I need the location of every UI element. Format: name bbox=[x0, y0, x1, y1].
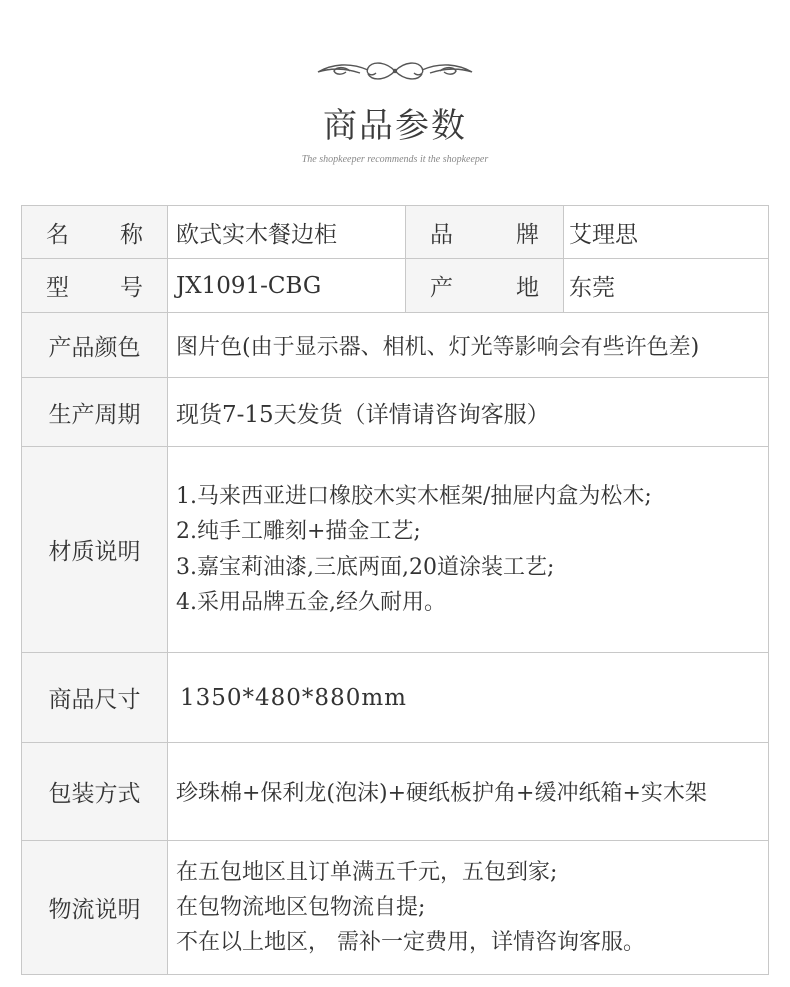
list-item: 在包物流地区包物流自提; bbox=[176, 894, 426, 920]
list-item: 3.嘉宝莉油漆,三底两面,20道涂装工艺; bbox=[176, 554, 555, 580]
page-subtitle: The shopkeeper recommends it the shopkeeper bbox=[301, 154, 489, 165]
page-header bbox=[0, 0, 790, 190]
page-title: 商品参数 bbox=[323, 106, 467, 146]
name-label: 名 称 bbox=[22, 206, 168, 258]
size-value: 1350*480*880mm bbox=[168, 653, 769, 742]
flourish-ornament-icon bbox=[310, 58, 480, 84]
material-value bbox=[168, 447, 769, 652]
table-row-model-origin bbox=[22, 259, 769, 313]
list-item: 1.马来西亚进口橡胶木实木框架/抽屉内盒为松木; bbox=[176, 484, 652, 510]
table-row-packing bbox=[22, 743, 769, 841]
color-value: 图片色(由于显示器、相机、灯光等影响会有些许色差) bbox=[168, 313, 769, 377]
color-label: 产品颜色 bbox=[22, 313, 168, 377]
list-item: 在五包地区且订单满五千元，五包到家; bbox=[176, 859, 558, 885]
logistics-value bbox=[168, 841, 769, 974]
table-row-color bbox=[22, 313, 769, 378]
name-value: 欧式实木餐边柜 bbox=[168, 206, 406, 258]
period-label: 生产周期 bbox=[22, 378, 168, 446]
material-label: 材质说明 bbox=[22, 447, 168, 652]
size-label: 商品尺寸 bbox=[22, 653, 168, 742]
list-item: 不在以上地区， 需补一定费用，详情咨询客服。 bbox=[176, 930, 645, 956]
period-value: 现货7-15天发货（详情请咨询客服） bbox=[168, 378, 769, 446]
list-item: 2.纯手工雕刻+描金工艺; bbox=[176, 519, 421, 545]
brand-label: 品 牌 bbox=[406, 206, 564, 258]
product-spec-table bbox=[21, 205, 769, 975]
table-row-size bbox=[22, 653, 769, 743]
list-item: 4.采用品牌五金,经久耐用。 bbox=[176, 589, 446, 615]
logistics-label: 物流说明 bbox=[22, 841, 168, 974]
table-row-name-brand bbox=[22, 206, 769, 259]
table-row-period bbox=[22, 378, 769, 447]
table-row-material bbox=[22, 447, 769, 653]
packing-label: 包装方式 bbox=[22, 743, 168, 840]
brand-value: 艾理思 bbox=[564, 206, 769, 258]
origin-label: 产 地 bbox=[406, 259, 564, 312]
model-value: JX1091-CBG bbox=[168, 259, 406, 312]
origin-value: 东莞 bbox=[564, 259, 769, 312]
table-row-logistics bbox=[22, 841, 769, 975]
model-label: 型 号 bbox=[22, 259, 168, 312]
packing-value: 珍珠棉+保利龙(泡沫)+硬纸板护角+缓冲纸箱+实木架 bbox=[168, 743, 769, 840]
